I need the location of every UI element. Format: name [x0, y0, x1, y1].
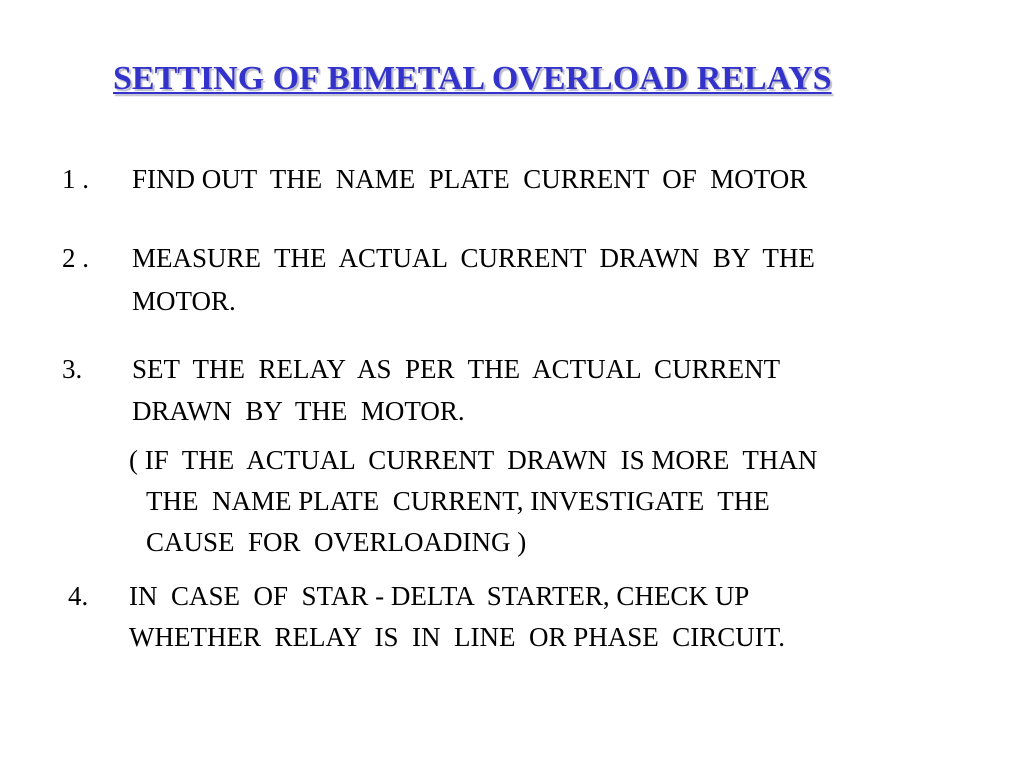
item-3-line-2: DRAWN BY THE MOTOR.	[132, 396, 465, 426]
item-3-note-line-1: ( IF THE ACTUAL CURRENT DRAWN IS MORE THAN	[129, 445, 818, 475]
item-2-line-1: MEASURE THE ACTUAL CURRENT DRAWN BY THE	[132, 243, 815, 273]
item-3-number: 3.	[62, 354, 83, 384]
item-1-number: 1 .	[62, 164, 89, 194]
item-3-line-1: SET THE RELAY AS PER THE ACTUAL CURRENT	[132, 354, 781, 384]
item-2-line-2: MOTOR.	[132, 286, 236, 316]
item-2-number: 2 .	[62, 243, 89, 273]
item-3-note-line-3: CAUSE FOR OVERLOADING )	[146, 527, 527, 557]
item-1-line-1: FIND OUT THE NAME PLATE CURRENT OF MOTOR	[132, 164, 808, 194]
item-4-line-2: WHETHER RELAY IS IN LINE OR PHASE CIRCUIT.	[129, 622, 785, 652]
item-3-note-line-2: THE NAME PLATE CURRENT, INVESTIGATE THE	[146, 486, 770, 516]
slide-title: SETTING OF BIMETAL OVERLOAD RELAYS	[113, 60, 832, 97]
item-4-number: 4.	[68, 581, 89, 611]
item-4-line-1: IN CASE OF STAR - DELTA STARTER, CHECK UP	[129, 581, 750, 611]
